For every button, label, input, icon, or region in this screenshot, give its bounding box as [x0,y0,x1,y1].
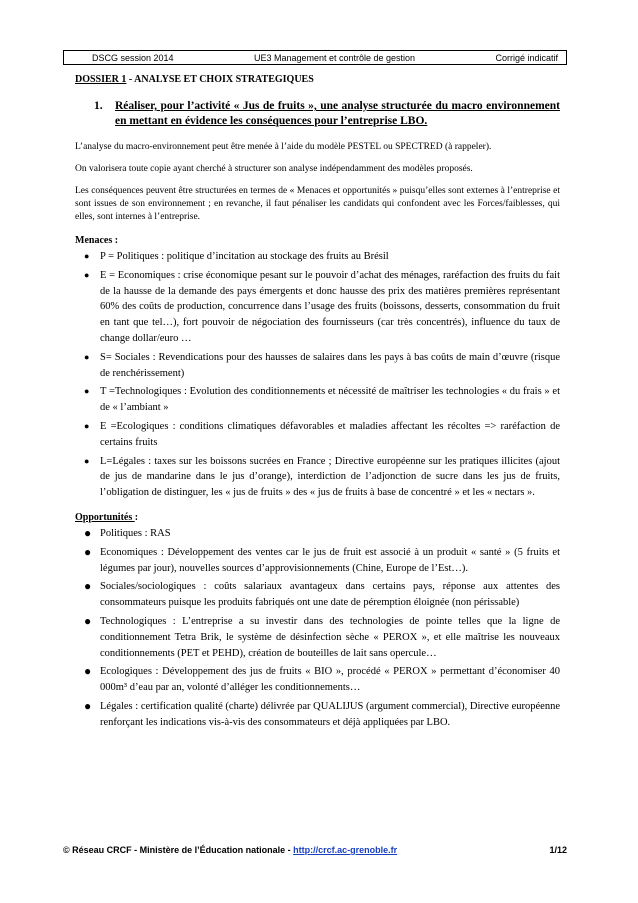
list-item: ● Technologiques : L’entreprise a su investir dans des technologies de pointe telles que la ligne de conditionnement Tetra Brik, le système de désinfection sèche « PEROX », et elle maîtrise les nouveaux conditionnements (PET et PEHD), création de bouteilles de lait sans opercule… [75,614,560,661]
page-number: 1/12 [549,845,567,855]
intro-paragraph: Les conséquences peuvent être structurées en termes de « Menaces et opportunités » puisqu’elles sont externes à l’entreprise et sont issues de son environnement ; en revanche, il faut pénaliser les candidats qui confondent avec les Forces/faiblesses, qui elles, sont internes à l’entreprise. [75,186,560,222]
bullet-icon: ● [84,386,90,397]
list-item: ● T =Technologiques : Evolution des conditionnements et nécessité de maîtriser les technologies « du frais » et de « l’ambiant » [75,384,560,416]
footer-credits [63,845,397,855]
dossier-label: DOSSIER 1 [75,74,127,85]
dossier-heading [75,74,560,85]
bullet-icon: ● [84,698,92,713]
bullet-icon: ● [84,544,92,559]
list-item: ● L=Légales : taxes sur les boissons sucrées en France ; Directive européenne sur les pratiques illicites (ajout de jus de mandarine dans le jus d’orange), interdiction de l’adjonction de sucre dans les jus de fruits, l’obligation de distinguer, les « jus de fruits » des « jus de fruits à base de concentré » et les « nectars ». [75,454,560,501]
list-item: ● P = Politiques : politique d’incitation au stockage des fruits au Brésil [75,249,560,265]
document-body [75,72,560,734]
bullet-icon: ● [84,664,92,679]
list-item: ● Ecologiques : Développement des jus de fruits « BIO », procédé « PEROX » permettant d’économiser 40 000m³ d’eau par an, volonté d’alléger les conditionnements… [75,664,560,696]
bullet-icon: ● [84,613,92,628]
menaces-list [75,249,560,501]
bullet-icon: ● [84,525,92,540]
footer-copyright: © Réseau CRCF - Ministère de l’Éducation nationale - [63,845,294,855]
intro-paragraph: L’analyse du macro-environnement peut être menée à l’aide du modèle PESTEL ou SPECTRED (à rappeler). [75,142,492,152]
menaces-heading: Menaces : [75,235,119,246]
opportunites-list [75,526,560,731]
question-text: Réaliser, pour l’activité « Jus de fruits », une analyse structurée du macro environnement en mettant en évidence les conséquences pour l’entreprise LBO. [115,100,560,127]
bullet-icon: ● [84,455,90,466]
opportunites-heading: Opportunités : [75,511,139,523]
footer-link[interactable]: http://crcf.ac-grenoble.fr [293,845,398,855]
list-item: ● Politiques : RAS [75,526,560,542]
dossier-title: - ANALYSE ET CHOIX STRATEGIQUES [126,74,314,85]
list-item: ● E = Economiques : crise économique pesant sur le pouvoir d’achat des ménages, raréfaction des fruits du fait de la hausse de la demande des pays émergents et donc hausse des prix des matières premières représentant 60% des coûts de production, concurrence dans l’usage des fruits (boissons, desserts, consommation du fruit en tant que tel…), fort pouvoir de négociation des fournisseurs (car très concentrés), influence du taux de change dollar/euro … [75,268,560,347]
list-item: ● E =Ecologiques : conditions climatiques défavorables et maladies affectant les récoltes => raréfaction de certains fruits [75,419,560,451]
page-header [63,50,567,65]
header-status: Corrigé indicatif [495,52,558,63]
bullet-icon: ● [84,579,92,594]
list-item: ● Sociales/sociologiques : coûts salariaux avantageux dans certains pays, réponse aux attentes des consommateurs puisque les produits fabriqués ont une date de péremption éloignée (non périssable) [75,579,560,611]
header-course: UE3 Management et contrôle de gestion [253,52,416,63]
header-session: DSCG session 2014 [92,52,174,63]
intro-paragraph: On valorisera toute copie ayant cherché à structurer son analyse indépendamment des modèles proposés. [75,164,473,174]
list-item: ● Légales : certification qualité (charte) délivrée par QUALIJUS (argument commercial), Directive européenne renforçant les indications vis-à-vis des consommateurs et déjà appliquées par LBO. [75,699,560,731]
bullet-icon: ● [84,420,90,431]
bullet-icon: ● [84,251,90,261]
bullet-icon: ● [84,351,90,362]
question-number: 1. [94,100,103,112]
bullet-icon: ● [84,269,90,280]
list-item: ● Economiques : Développement des ventes car le jus de fruit est associé à un produit « santé » (5 fruits et légumes par jour), nouvelles sources d’approvisionnements (Chine, Europe de l’Est…). [75,545,560,577]
page-footer [63,845,567,855]
question-1 [75,99,560,129]
list-item: ● S= Sociales : Revendications pour des hausses de salaires dans les pays à bas coûts de main d’œuvre (risque de renchérissement) [75,350,560,382]
